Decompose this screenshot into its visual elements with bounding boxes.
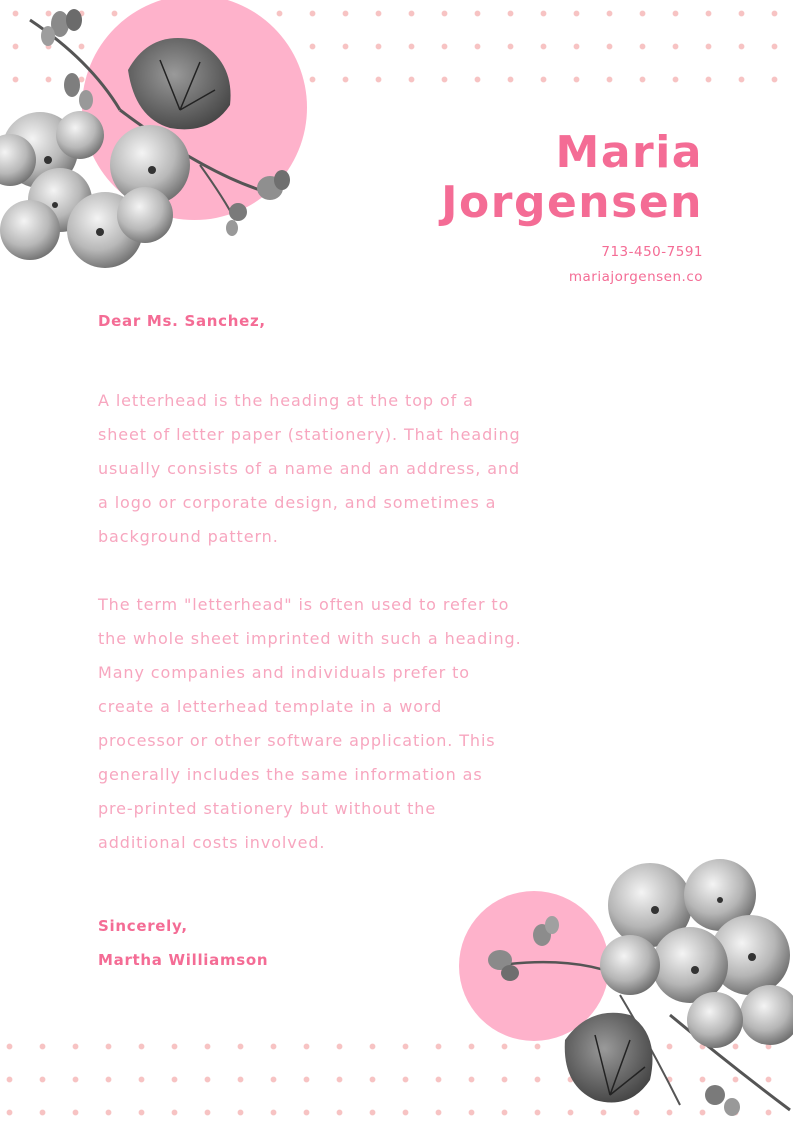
- letterhead-name: [441, 128, 703, 228]
- phone-number: 713-450-7591: [601, 244, 703, 260]
- paragraph-line: usually consists of a name and an address, and: [98, 459, 521, 478]
- body-paragraph-1: [98, 384, 568, 554]
- paragraph-line: processor or other software application. This: [98, 731, 496, 750]
- letter-closing: Sincerely,: [98, 917, 188, 935]
- flower-illustration-bottom: [470, 845, 793, 1122]
- flower-illustration-top: [0, 0, 310, 290]
- letter-greeting: Dear Ms. Sanchez,: [98, 312, 266, 330]
- contact-info: [569, 240, 703, 290]
- paragraph-line: The term "letterhead" is often used to refer to: [98, 595, 510, 614]
- name-first: Maria: [555, 127, 703, 178]
- leaf-icon: [565, 1013, 653, 1103]
- paragraph-line: a logo or corporate design, and sometimes a: [98, 493, 497, 512]
- paragraph-line: create a letterhead template in a word: [98, 697, 443, 716]
- paragraph-line: Many companies and individuals prefer to: [98, 663, 470, 682]
- name-last: Jorgensen: [441, 177, 703, 228]
- paragraph-line: additional costs involved.: [98, 833, 326, 852]
- leaf-icon: [128, 38, 231, 129]
- paragraph-line: A letterhead is the heading at the top of a: [98, 391, 474, 410]
- paragraph-line: sheet of letter paper (stationery). That heading: [98, 425, 521, 444]
- website-link[interactable]: mariajorgensen.co: [568, 269, 703, 285]
- paragraph-line: background pattern.: [98, 527, 279, 546]
- signer-name: Martha Williamson: [98, 951, 269, 969]
- paragraph-line: the whole sheet imprinted with such a heading.: [98, 629, 522, 648]
- paragraph-line: generally includes the same information as: [98, 765, 483, 784]
- paragraph-line: pre-printed stationery but without the: [98, 799, 437, 818]
- flower-icon: [0, 111, 190, 268]
- body-paragraph-2: [98, 588, 568, 860]
